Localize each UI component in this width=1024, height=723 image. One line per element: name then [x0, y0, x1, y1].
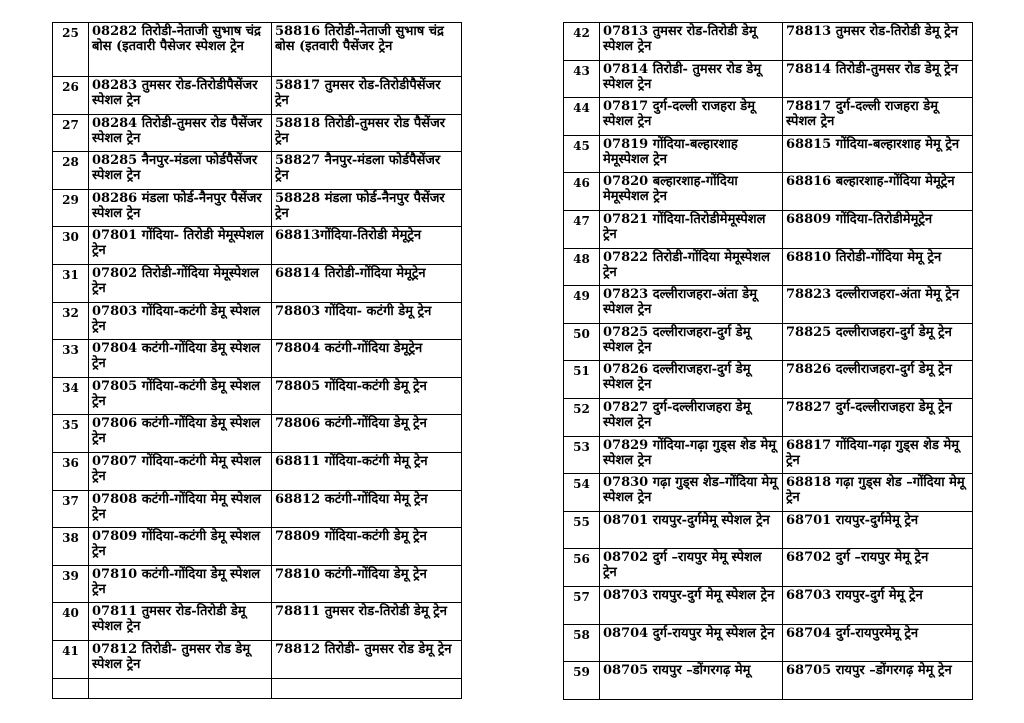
table-row: [564, 549, 973, 587]
old-train-cell: [89, 678, 272, 698]
old-train-cell: 08701 रायपुर-दुर्गमेमू स्पेशल ट्रेन: [600, 511, 783, 549]
table-row: [564, 60, 973, 98]
table-row: [53, 189, 462, 227]
table-row: [53, 528, 462, 566]
table-row: [564, 323, 973, 361]
table-row: [564, 23, 973, 61]
new-train-cell: 78804 कटंगी-गोंदिया डेमूट्रेन: [272, 340, 462, 378]
table-row: [53, 340, 462, 378]
serial-number-cell: 59: [564, 662, 600, 700]
serial-number-cell: 32: [53, 302, 89, 340]
serial-number-cell: 57: [564, 586, 600, 624]
serial-number-cell: 38: [53, 528, 89, 566]
table-row: [53, 152, 462, 190]
serial-number-cell: 40: [53, 603, 89, 641]
old-train-cell: 07819 गोंदिया-बल्हारशाह मेमूस्पेशल ट्रेन: [600, 135, 783, 173]
new-train-cell: 78827 दुर्ग-दल्लीराजहरा डेमू ट्रेन: [783, 398, 973, 436]
old-train-cell: 07820 बल्हारशाह-गोंदिया मेमूस्पेशल ट्रेन: [600, 173, 783, 211]
table-row: [564, 286, 973, 324]
table-row: [53, 227, 462, 265]
new-train-cell: 68812 कटंगी-गोंदिया मेमू ट्रेन: [272, 490, 462, 528]
serial-number-cell: 41: [53, 640, 89, 678]
serial-number-cell: 44: [564, 98, 600, 136]
table-row: [53, 640, 462, 678]
serial-number-cell: 25: [53, 23, 89, 77]
new-train-cell: 68816 बल्हारशाह-गोंदिया मेमूट्रेन: [783, 173, 973, 211]
old-train-cell: 07808 कटंगी-गोंदिया मेमू स्पेशल ट्रेन: [89, 490, 272, 528]
new-train-cell: 68702 दुर्ग –रायपुर मेमू ट्रेन: [783, 549, 973, 587]
serial-number-cell: 31: [53, 264, 89, 302]
serial-number-cell: 46: [564, 173, 600, 211]
table-row: [564, 662, 973, 700]
new-train-cell: 78803 गोंदिया- कटंगी डेमू ट्रेन: [272, 302, 462, 340]
old-train-cell: 08283 तुमसर रोड-तिरोडीपैसेंजर स्पेशल ट्रेन: [89, 77, 272, 115]
serial-number-cell: 56: [564, 549, 600, 587]
serial-number-cell: 26: [53, 77, 89, 115]
table-row: [53, 23, 462, 77]
table-row: [53, 452, 462, 490]
new-train-cell: 78817 दुर्ग-दल्ली राजहरा डेमू स्पेशल ट्रेन: [783, 98, 973, 136]
new-train-cell: 68818 गढ़ा गुड्स शेड –गोंदिया मेमू ट्रेन: [783, 474, 973, 512]
serial-number-cell: 47: [564, 210, 600, 248]
new-train-cell: 78805 गोंदिया-कटंगी डेमू ट्रेन: [272, 377, 462, 415]
new-train-cell: 68703 रायपुर-दुर्ग मेमू ट्रेन: [783, 586, 973, 624]
new-train-cell: 68704 दुर्ग-रायपुरमेमू ट्रेन: [783, 624, 973, 662]
table-row: [564, 624, 973, 662]
old-train-cell: 07817 दुर्ग-दल्ली राजहरा डेमू स्पेशल ट्रेन: [600, 98, 783, 136]
new-train-cell: [272, 678, 462, 698]
serial-number-cell: 34: [53, 377, 89, 415]
new-train-cell: 68701 रायपुर-दुर्गमेमू ट्रेन: [783, 511, 973, 549]
serial-number-cell: 39: [53, 565, 89, 603]
table-row: [564, 474, 973, 512]
new-train-cell: 68811 गोंदिया-कटंगी मेमू ट्रेन: [272, 452, 462, 490]
serial-number-cell: 35: [53, 415, 89, 453]
old-train-cell: 07806 कटंगी-गोंदिया डेमू स्पेशल ट्रेन: [89, 415, 272, 453]
new-train-cell: 58817 तुमसर रोड-तिरोडीपैसेंजर ट्रेन: [272, 77, 462, 115]
serial-number-cell: 49: [564, 286, 600, 324]
old-train-cell: 07823 दल्लीराजहरा-अंता डेमू स्पेशल ट्रेन: [600, 286, 783, 324]
old-train-cell: 07827 दुर्ग-दल्लीराजहरा डेमू स्पेशल ट्रेन: [600, 398, 783, 436]
old-train-cell: 08282 तिरोडी-नेताजी सुभाष चंद्र बोस (इतवारी पैसेजर स्पेशल ट्रेन: [89, 23, 272, 77]
new-train-cell: 68815 गोंदिया-बल्हारशाह मेमू ट्रेन: [783, 135, 973, 173]
old-train-cell: 07801 गोंदिया- तिरोडी मेमूस्पेशल ट्रेन: [89, 227, 272, 265]
right-table-body: [564, 23, 973, 700]
serial-number-cell: 55: [564, 511, 600, 549]
serial-number-cell: 30: [53, 227, 89, 265]
serial-number-cell: 50: [564, 323, 600, 361]
old-train-cell: 08286 मंडला फोर्ड-नैनपुर पैसेंजर स्पेशल ट्रेन: [89, 189, 272, 227]
serial-number-cell: 58: [564, 624, 600, 662]
new-train-cell: 78806 कटंगी-गोंदिया डेमू ट्रेन: [272, 415, 462, 453]
table-row: [564, 511, 973, 549]
table-row: [53, 377, 462, 415]
table-row: [564, 398, 973, 436]
new-train-cell: 78826 दल्लीराजहरा-दुर्ग डेमू ट्रेन: [783, 361, 973, 399]
new-train-cell: 58818 तिरोडी-तुमसर रोड पैसेंजर ट्रेन: [272, 114, 462, 152]
old-train-cell: 07809 गोंदिया-कटंगी डेमू स्पेशल ट्रेन: [89, 528, 272, 566]
old-train-cell: 07826 दल्लीराजहरा-दुर्ग डेमू स्पेशल ट्रेन: [600, 361, 783, 399]
serial-number-cell: 51: [564, 361, 600, 399]
old-train-cell: 08705 रायपुर –डोंगरगढ़ मेमू: [600, 662, 783, 700]
serial-number-cell: 33: [53, 340, 89, 378]
new-train-cell: 78811 तुमसर रोड-तिरोडी डेमू ट्रेन: [272, 603, 462, 641]
right-train-table: [563, 22, 973, 700]
old-train-cell: 08703 रायपुर-दुर्ग मेमू स्पेशल ट्रेन: [600, 586, 783, 624]
serial-number-cell: 28: [53, 152, 89, 190]
new-train-cell: 78812 तिरोडी- तुमसर रोड डेमू ट्रेन: [272, 640, 462, 678]
old-train-cell: 08285 नैनपुर-मंडला फोर्डपैसेंजर स्पेशल ट्रेन: [89, 152, 272, 190]
new-train-cell: 68809 गोंदिया-तिरोडीमेमूट्रेन: [783, 210, 973, 248]
old-train-cell: 07811 तुमसर रोड-तिरोडी डेमू स्पेशल ट्रेन: [89, 603, 272, 641]
table-row: [564, 135, 973, 173]
old-train-cell: 07813 तुमसर रोड-तिरोडी डेमू स्पेशल ट्रेन: [600, 23, 783, 61]
serial-number-cell: [53, 678, 89, 698]
old-train-cell: 07830 गढ़ा गुड्स शेड–गोंदिया मेमू स्पेशल ट्रेन: [600, 474, 783, 512]
old-train-cell: 08702 दुर्ग –रायपुर मेमू स्पेशल ट्रेन: [600, 549, 783, 587]
serial-number-cell: 48: [564, 248, 600, 286]
table-row: [53, 302, 462, 340]
old-train-cell: 07802 तिरोडी-गोंदिया मेमूस्पेशल ट्रेन: [89, 264, 272, 302]
table-row: [53, 264, 462, 302]
table-row: [53, 678, 462, 698]
old-train-cell: 07804 कटंगी-गोंदिया डेमू स्पेशल ट्रेन: [89, 340, 272, 378]
old-train-cell: 07814 तिरोडी- तुमसर रोड डेमू स्पेशल ट्रेन: [600, 60, 783, 98]
new-train-cell: 68810 तिरोडी-गोंदिया मेमू ट्रेन: [783, 248, 973, 286]
new-train-cell: 68814 तिरोडी-गोंदिया मेमूट्रेन: [272, 264, 462, 302]
new-train-cell: 78814 तिरोडी-तुमसर रोड डेमू ट्रेन: [783, 60, 973, 98]
table-row: [53, 415, 462, 453]
old-train-cell: 07803 गोंदिया-कटंगी डेमू स्पेशल ट्रेन: [89, 302, 272, 340]
table-row: [53, 603, 462, 641]
table-row: [564, 173, 973, 211]
left-train-table: [52, 22, 462, 699]
old-train-cell: 08284 तिरोडी-तुमसर रोड पैसेंजर स्पेशल ट्रेन: [89, 114, 272, 152]
new-train-cell: 68817 गोंदिया-गढ़ा गुड्स शेड मेमू ट्रेन: [783, 436, 973, 474]
new-train-cell: 68813गोंदिया-तिरोडी मेमूट्रेन: [272, 227, 462, 265]
old-train-cell: 07812 तिरोडी- तुमसर रोड डेमू स्पेशल ट्रेन: [89, 640, 272, 678]
new-train-cell: 78809 गोंदिया-कटंगी डेमू ट्रेन: [272, 528, 462, 566]
table-row: [53, 565, 462, 603]
table-row: [564, 586, 973, 624]
serial-number-cell: 43: [564, 60, 600, 98]
table-row: [564, 436, 973, 474]
serial-number-cell: 29: [53, 189, 89, 227]
old-train-cell: 08704 दुर्ग-रायपुर मेमू स्पेशल ट्रेन: [600, 624, 783, 662]
old-train-cell: 07810 कटंगी-गोंदिया डेमू स्पेशल ट्रेन: [89, 565, 272, 603]
new-train-cell: 78813 तुमसर रोड-तिरोडी डेमू ट्रेन: [783, 23, 973, 61]
serial-number-cell: 45: [564, 135, 600, 173]
serial-number-cell: 36: [53, 452, 89, 490]
old-train-cell: 07821 गोंदिया-तिरोडीमेमूस्पेशल ट्रेन: [600, 210, 783, 248]
new-train-cell: 68705 रायपुर –डोंगरगढ़ मेमू ट्रेन: [783, 662, 973, 700]
new-train-cell: 58827 नैनपुर-मंडला फोर्डपैसेंजर ट्रेन: [272, 152, 462, 190]
old-train-cell: 07829 गोंदिया-गढ़ा गुड्स शेड मेमू स्पेशल ट्रेन: [600, 436, 783, 474]
table-row: [564, 361, 973, 399]
table-row: [564, 248, 973, 286]
old-train-cell: 07822 तिरोडी-गोंदिया मेमूस्पेशल ट्रेन: [600, 248, 783, 286]
old-train-cell: 07825 दल्लीराजहरा-दुर्ग डेमू स्पेशल ट्रेन: [600, 323, 783, 361]
serial-number-cell: 42: [564, 23, 600, 61]
serial-number-cell: 53: [564, 436, 600, 474]
table-row: [564, 210, 973, 248]
table-row: [53, 114, 462, 152]
serial-number-cell: 37: [53, 490, 89, 528]
new-train-cell: 78825 दल्लीराजहरा-दुर्ग डेमू ट्रेन: [783, 323, 973, 361]
table-row: [53, 77, 462, 115]
table-row: [564, 98, 973, 136]
new-train-cell: 78810 कटंगी-गोंदिया डेमू ट्रेन: [272, 565, 462, 603]
serial-number-cell: 27: [53, 114, 89, 152]
new-train-cell: 78823 दल्लीराजहरा-अंता मेमू ट्रेन: [783, 286, 973, 324]
left-table-body: [53, 23, 462, 699]
old-train-cell: 07805 गोंदिया-कटंगी डेमू स्पेशल ट्रेन: [89, 377, 272, 415]
new-train-cell: 58828 मंडला फोर्ड-नैनपुर पैसेंजर ट्रेन: [272, 189, 462, 227]
old-train-cell: 07807 गोंदिया-कटंगी मेमू स्पेशल ट्रेन: [89, 452, 272, 490]
table-row: [53, 490, 462, 528]
serial-number-cell: 54: [564, 474, 600, 512]
new-train-cell: 58816 तिरोडी-नेताजी सुभाष चंद्र बोस (इतवारी पैसेंजर ट्रेन: [272, 23, 462, 77]
serial-number-cell: 52: [564, 398, 600, 436]
